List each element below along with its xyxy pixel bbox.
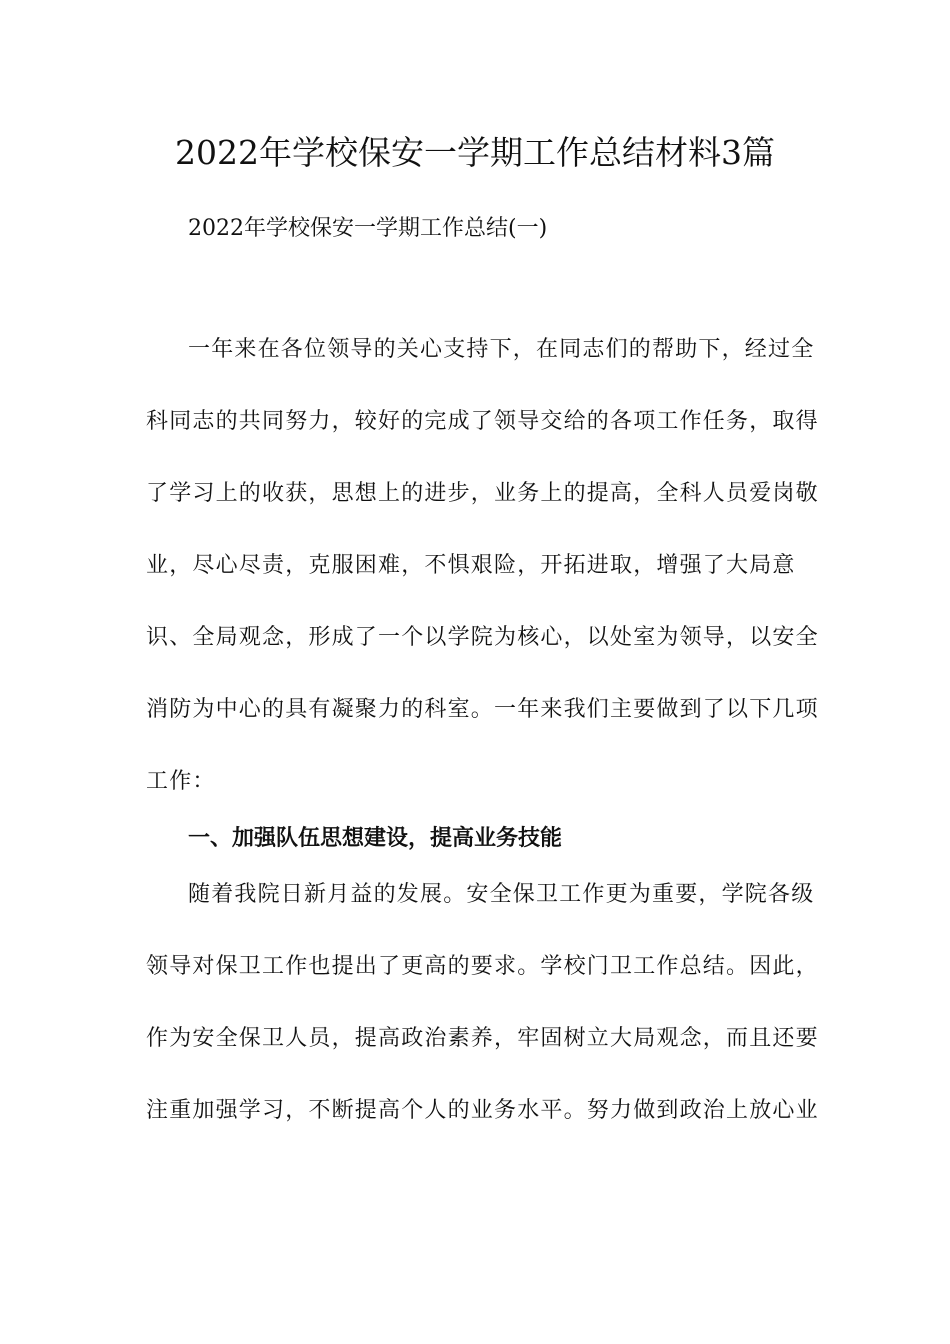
paragraph-line: 消防为中心的具有凝聚力的科室。一年来我们主要做到了以下几项 xyxy=(146,697,819,722)
paragraph-line: 识、全局观念，形成了一个以学院为核心，以处室为领导，以安全 xyxy=(146,625,819,650)
paragraph-line: 业，尽心尽责，克服困难，不惧艰险，开拓进取，增强了大局意 xyxy=(146,553,796,578)
paragraph-line: 科同志的共同努力，较好的完成了领导交给的各项工作任务，取得 xyxy=(146,409,819,434)
paragraph-line: 注重加强学习，不断提高个人的业务水平。努力做到政治上放心业 xyxy=(146,1098,819,1123)
document-title: 2022年学校保安一学期工作总结材料3篇 xyxy=(175,133,775,172)
section-heading: 一、加强队伍思想建设，提高业务技能 xyxy=(188,825,563,851)
paragraph-line: 随着我院日新月益的发展。安全保卫工作更为重要，学院各级 xyxy=(188,882,815,907)
paragraph-line: 一年来在各位领导的关心支持下，在同志们的帮助下，经过全 xyxy=(188,337,815,362)
paragraph-line: 了学习上的收获，思想上的进步，业务上的提高，全科人员爱岗敬 xyxy=(146,481,819,506)
paragraph-line: 领导对保卫工作也提出了更高的要求。学校门卫工作总结。因此， xyxy=(146,954,819,979)
section-subtitle: 2022年学校保安一学期工作总结(一) xyxy=(188,216,548,241)
paragraph-line: 作为安全保卫人员，提高政治素养，牢固树立大局观念，而且还要 xyxy=(146,1026,819,1051)
paragraph-line: 工作： xyxy=(146,769,216,794)
